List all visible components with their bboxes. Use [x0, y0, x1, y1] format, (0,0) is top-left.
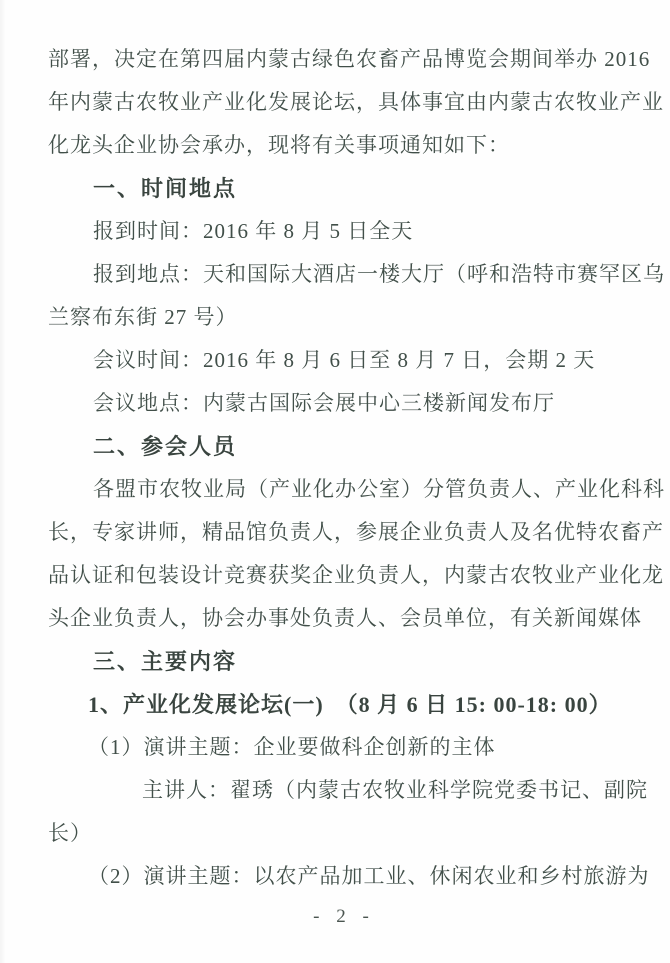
forum-subheading: 1、产业化发展论坛(一) （8 月 6 日 15: 00-18: 00）: [88, 692, 612, 717]
body-line: 品认证和包装设计竞赛获奖企业负责人，内蒙古农牧业产业化龙: [48, 563, 664, 587]
body-line: 头企业负责人，协会办事处负责人、会员单位，有关新闻媒体: [48, 606, 642, 630]
body-line: 年内蒙古农牧业产业化发展论坛，具体事宜由内蒙古农牧业产业: [48, 90, 664, 114]
body-line: 长，专家讲师，精品馆负责人，参展企业负责人及名优特农畜产: [48, 520, 664, 544]
section-heading-3: 三、主要内容: [93, 649, 238, 674]
body-line: 会议地点：内蒙古国际会展中心三楼新闻发布厅: [93, 391, 555, 415]
body-line: 化龙头企业协会承办，现将有关事项通知如下：: [48, 133, 510, 157]
section-heading-2: 二、参会人员: [93, 434, 238, 459]
body-line: 报到地点：天和国际大酒店一楼大厅（呼和浩特市赛罕区乌: [93, 262, 665, 286]
body-line: 报到时间：2016 年 8 月 5 日全天: [93, 219, 414, 243]
body-line: 主讲人：翟琇（内蒙古农牧业科学院党委书记、副院: [142, 778, 648, 802]
body-line: 兰察布东街 27 号）: [48, 305, 238, 329]
body-line: （2）演讲主题：以农产品加工业、休闲农业和乡村旅游为: [88, 864, 650, 888]
section-heading-1: 一、时间地点: [93, 176, 238, 201]
body-line: 长）: [48, 821, 92, 845]
page-number: - 2 -: [313, 906, 375, 927]
body-line: 会议时间：2016 年 8 月 6 日至 8 月 7 日，会期 2 天: [93, 348, 596, 372]
body-line: （1）演讲主题：企业要做科企创新的主体: [88, 735, 496, 759]
body-line: 各盟市农牧业局（产业化办公室）分管负责人、产业化科科: [93, 477, 665, 501]
body-line: 部署，决定在第四届内蒙古绿色农畜产品博览会期间举办 2016: [48, 47, 651, 71]
